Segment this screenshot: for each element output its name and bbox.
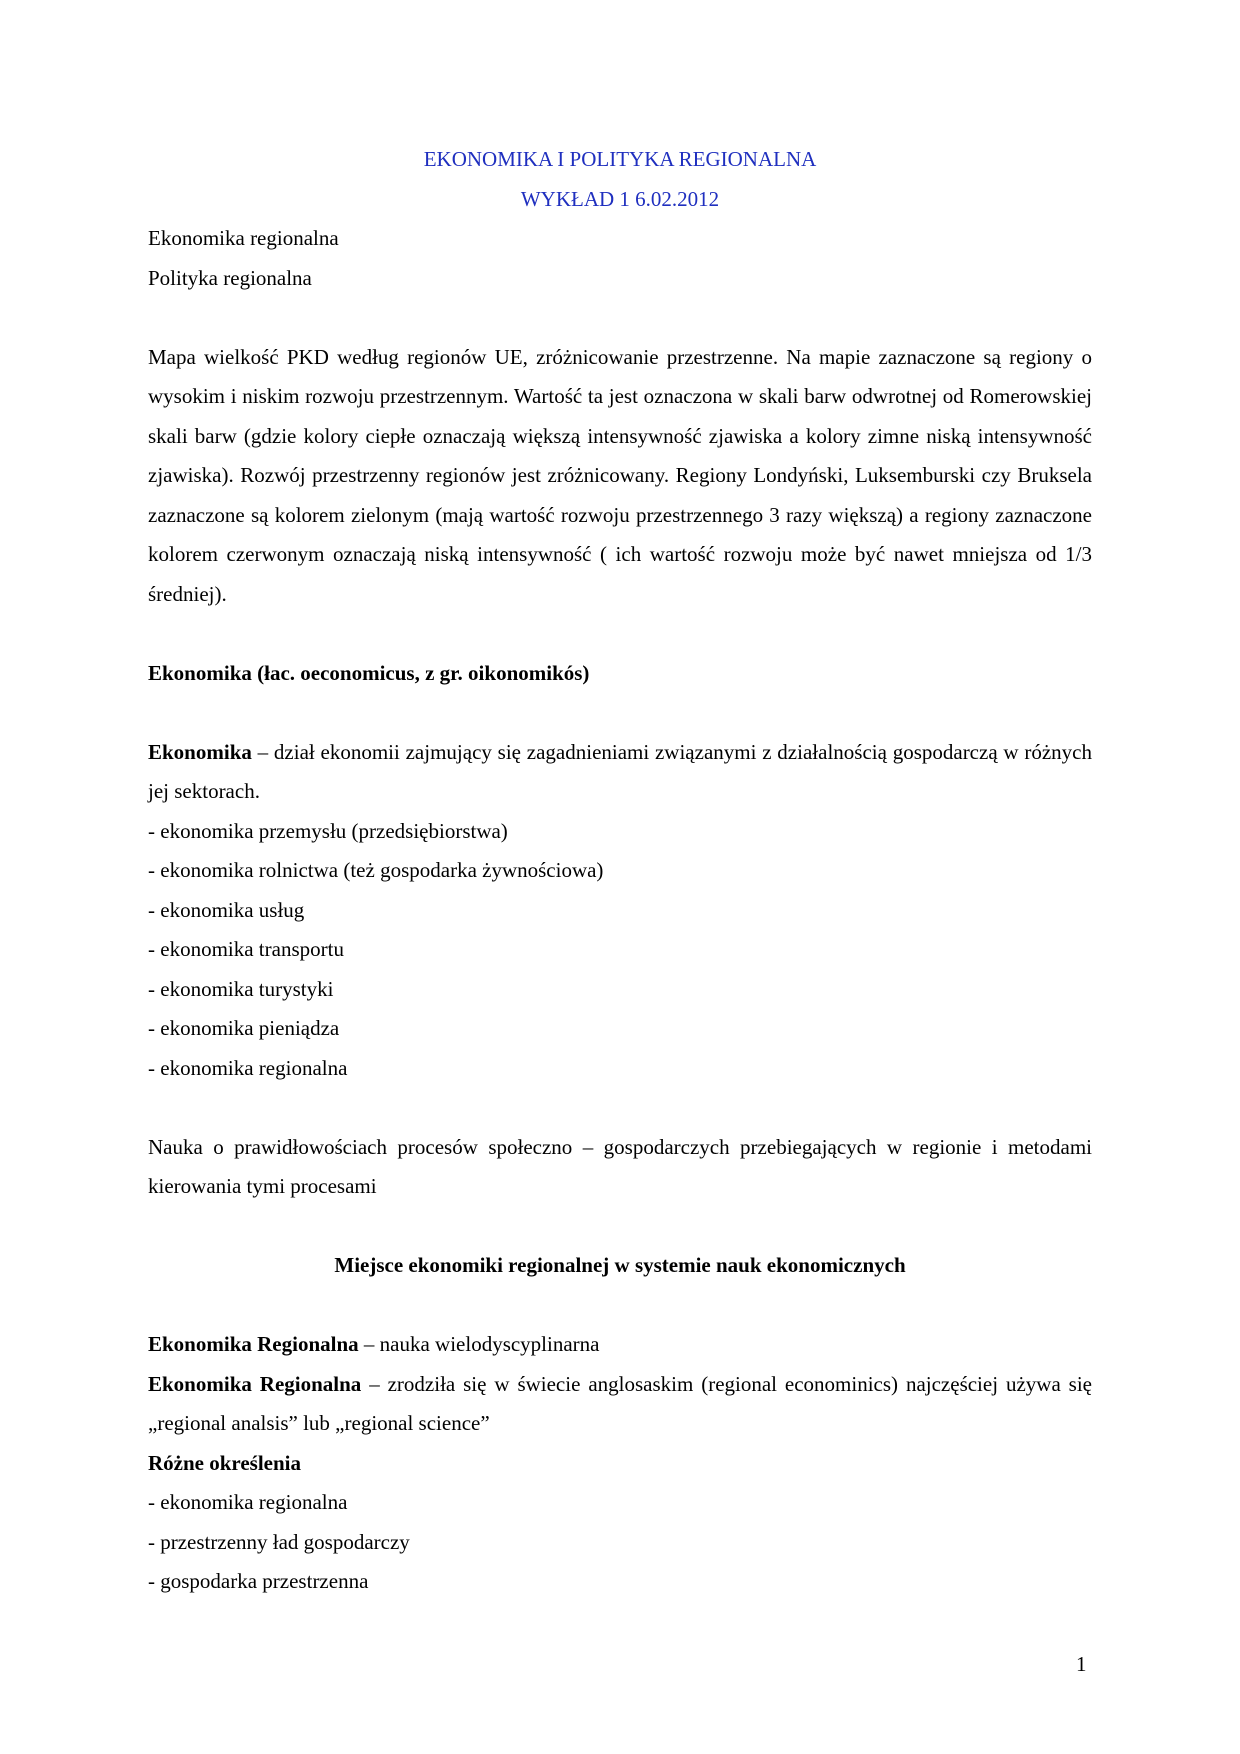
list-item: - gospodarka przestrzenna: [148, 1569, 369, 1593]
etymology-heading: Ekonomika (łac. oeconomicus, z gr. oikonomikós): [148, 660, 590, 685]
science-paragraph: Nauka o prawidłowościach procesów społeczno – gospodarczych przebiegających w regionie i metodami kierowania tymi procesami: [148, 1134, 1092, 1198]
document-title: EKONOMIKA I POLITYKA REGIONALNA: [423, 147, 817, 171]
definition-text: – dział ekonomii zajmujący się zagadnieniami związanymi z działalnością gospodarczą w różnych jej sektorach.: [148, 739, 1092, 803]
er-text: – nauka wielodyscyplinarna: [358, 1332, 600, 1356]
document-page: [148, 140, 1092, 1602]
list-item: - ekonomika pieniądza: [148, 1016, 340, 1040]
list-item: - ekonomika przemysłu (przedsiębiorstwa): [148, 818, 508, 843]
list-item: - ekonomika regionalna: [148, 1490, 348, 1514]
er-term: Ekonomika Regionalna: [148, 1371, 362, 1396]
list-item: - ekonomika turystyki: [148, 976, 334, 1001]
topic-line: Ekonomika regionalna: [148, 226, 339, 250]
section-heading: Miejsce ekonomiki regionalnej w systemie nauk ekonomicznych: [334, 1253, 906, 1277]
list-item: - ekonomika rolnictwa (też gospodarka żywnościowa): [148, 858, 604, 882]
page-number: 1: [1076, 1652, 1087, 1676]
list-item: - ekonomika usług: [148, 897, 305, 922]
lecture-subtitle: WYKŁAD 1 6.02.2012: [520, 186, 720, 211]
er-term: Ekonomika Regionalna: [148, 1332, 359, 1356]
topic-line: Polityka regionalna: [148, 265, 312, 290]
list-item: - przestrzenny ład gospodarczy: [148, 1529, 410, 1554]
list-item: - ekonomika regionalna: [148, 1055, 348, 1080]
list-item: - ekonomika transportu: [148, 937, 344, 961]
er-definition-1: [148, 1325, 1092, 1365]
intro-paragraph: Mapa wielkość PKD według regionów UE, zróżnicowanie przestrzenne. Na mapie zaznaczone są regiony o wysokim i niskim rozwoju przestrzennym. Wartość ta jest oznaczona w skali barw odwrotnej od Romerowskiej skali barw (gdzie kolory ciepłe oznaczają większą intensywność zjawiska a kolory zimne niską intensywność zjawiska). Rozwój przestrzenny regionów jest zróżnicowany. Regiony Londyński, Luksemburski czy Bruksela zaznaczone są kolorem zielonym (mają wartość rozwoju przestrzennego 3 razy większą) a regiony zaznaczone kolorem czerwonym oznaczają niską intensywność ( ich wartość rozwoju może być nawet mniejsza od 1/3 średniej).: [148, 344, 1092, 606]
definition-term: Ekonomika: [148, 739, 252, 764]
names-heading: Różne określenia: [148, 1450, 302, 1475]
definition-paragraph: [148, 733, 1092, 812]
er-text: – zrodziła się w świecie anglosaskim (regional econominics) najczęściej używa się „regional analsis” lub „regional science”: [148, 1371, 1092, 1435]
er-definition-2: [148, 1365, 1092, 1444]
